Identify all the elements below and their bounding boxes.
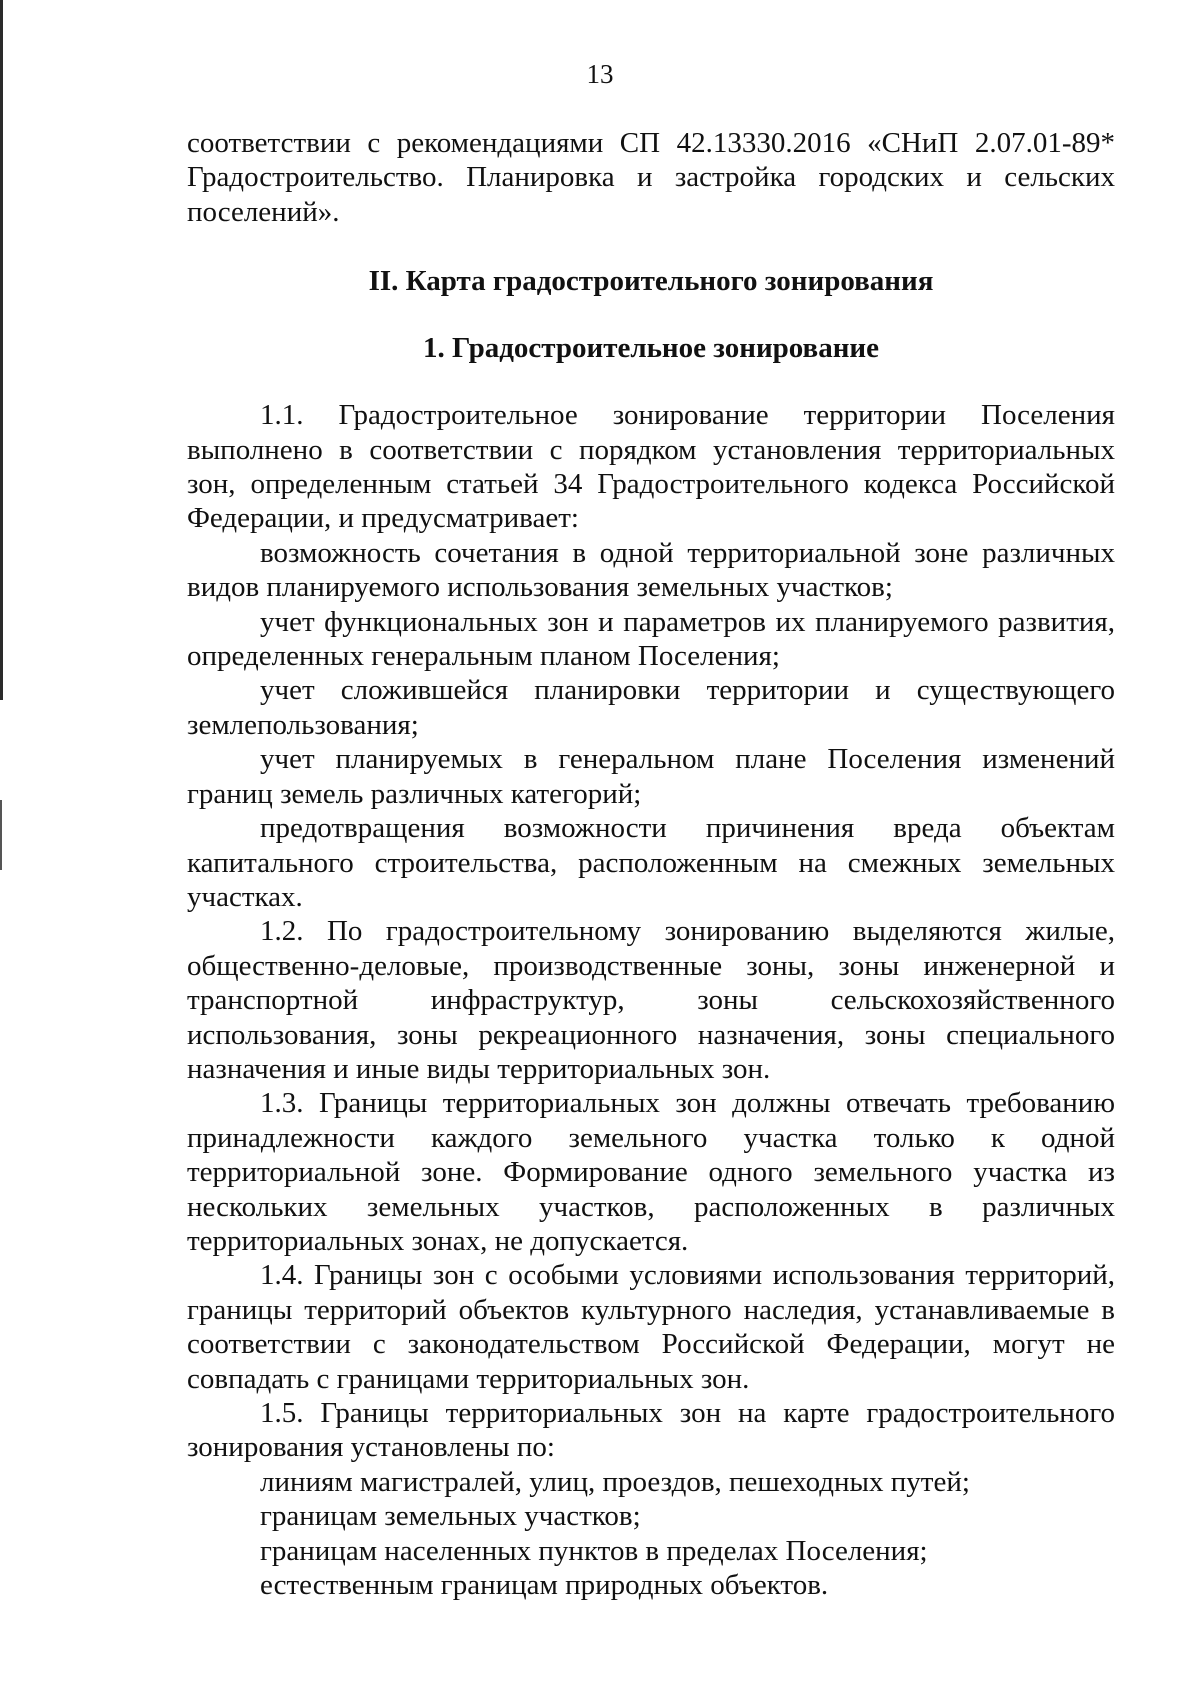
clause-1-1-item: учет сложившейся планировки территории и существующего землепользования;: [187, 674, 1115, 741]
scan-edge-mark: [0, 0, 3, 700]
clause-1-1-item: предотвращения возможности причинения вреда объектам капитального строительства, расположенным на смежных земельных участках.: [187, 812, 1115, 913]
document-body: [187, 126, 1115, 1602]
clause-1-1: 1.1. Градостроительное зонирование территории Поселения выполнено в соответствии с порядком установления территориальных зон, определенным статьей 34 Градостроительного кодекса Российской Федерации, и предусматривает:: [187, 399, 1115, 535]
subsection-heading: 1. Градостроительное зонирование: [422, 332, 880, 365]
page-number: 13: [586, 59, 614, 89]
clause-1-5-item: границам земельных участков;: [260, 1500, 641, 1533]
clause-1-1-item: учет функциональных зон и параметров их планируемого развития, определенных генеральным планом Поселения;: [187, 605, 1115, 673]
clause-1-5-item: границам населенных пунктов в пределах Поселения;: [260, 1534, 928, 1567]
clause-1-1-item: возможность сочетания в одной территориальной зоне различных видов планируемого использования земельных участков;: [187, 536, 1115, 604]
clause-1-4: 1.4. Границы зон с особыми условиями использования территорий, границы территорий объектов культурного наследия, устанавливаемые в соответствии с законодательством Российской Федерации, могут не совпадать с границами территориальных зон.: [187, 1259, 1115, 1395]
clause-1-1-item: учет планируемых в генеральном плане Поселения изменений границ земель различных категорий;: [187, 743, 1115, 810]
clause-1-3: 1.3. Границы территориальных зон должны отвечать требованию принадлежности каждого земельного участка только к одной территориальной зоне. Формирование одного земельного участка из нескольких земельных участков, расположенных в различных территориальных зонах, не допускается.: [187, 1087, 1115, 1257]
section-heading: II. Карта градостроительного зонирования: [368, 265, 934, 298]
clause-1-2: 1.2. По градостроительному зонированию выделяются жилые, общественно-деловые, производственные зоны, зоны инженерной и транспортной инфраструктур, зоны сельскохозяйственного использования, зоны рекреационного назначения, зоны специального назначения и иные виды территориальных зон.: [187, 915, 1115, 1085]
clause-1-5-item: естественным границам природных объектов.: [260, 1569, 829, 1602]
scan-edge-mark: [0, 800, 2, 870]
clause-1-5-item: линиям магистралей, улиц, проездов, пешеходных путей;: [260, 1465, 970, 1498]
intro-paragraph: соответствии с рекомендациями СП 42.13330.2016 «СНиП 2.07.01-89* Градостроительство. Планировка и застройка городских и сельских поселений».: [187, 127, 1115, 228]
clause-1-5: 1.5. Границы территориальных зон на карте градостроительного зонирования установлены по:: [187, 1397, 1115, 1464]
